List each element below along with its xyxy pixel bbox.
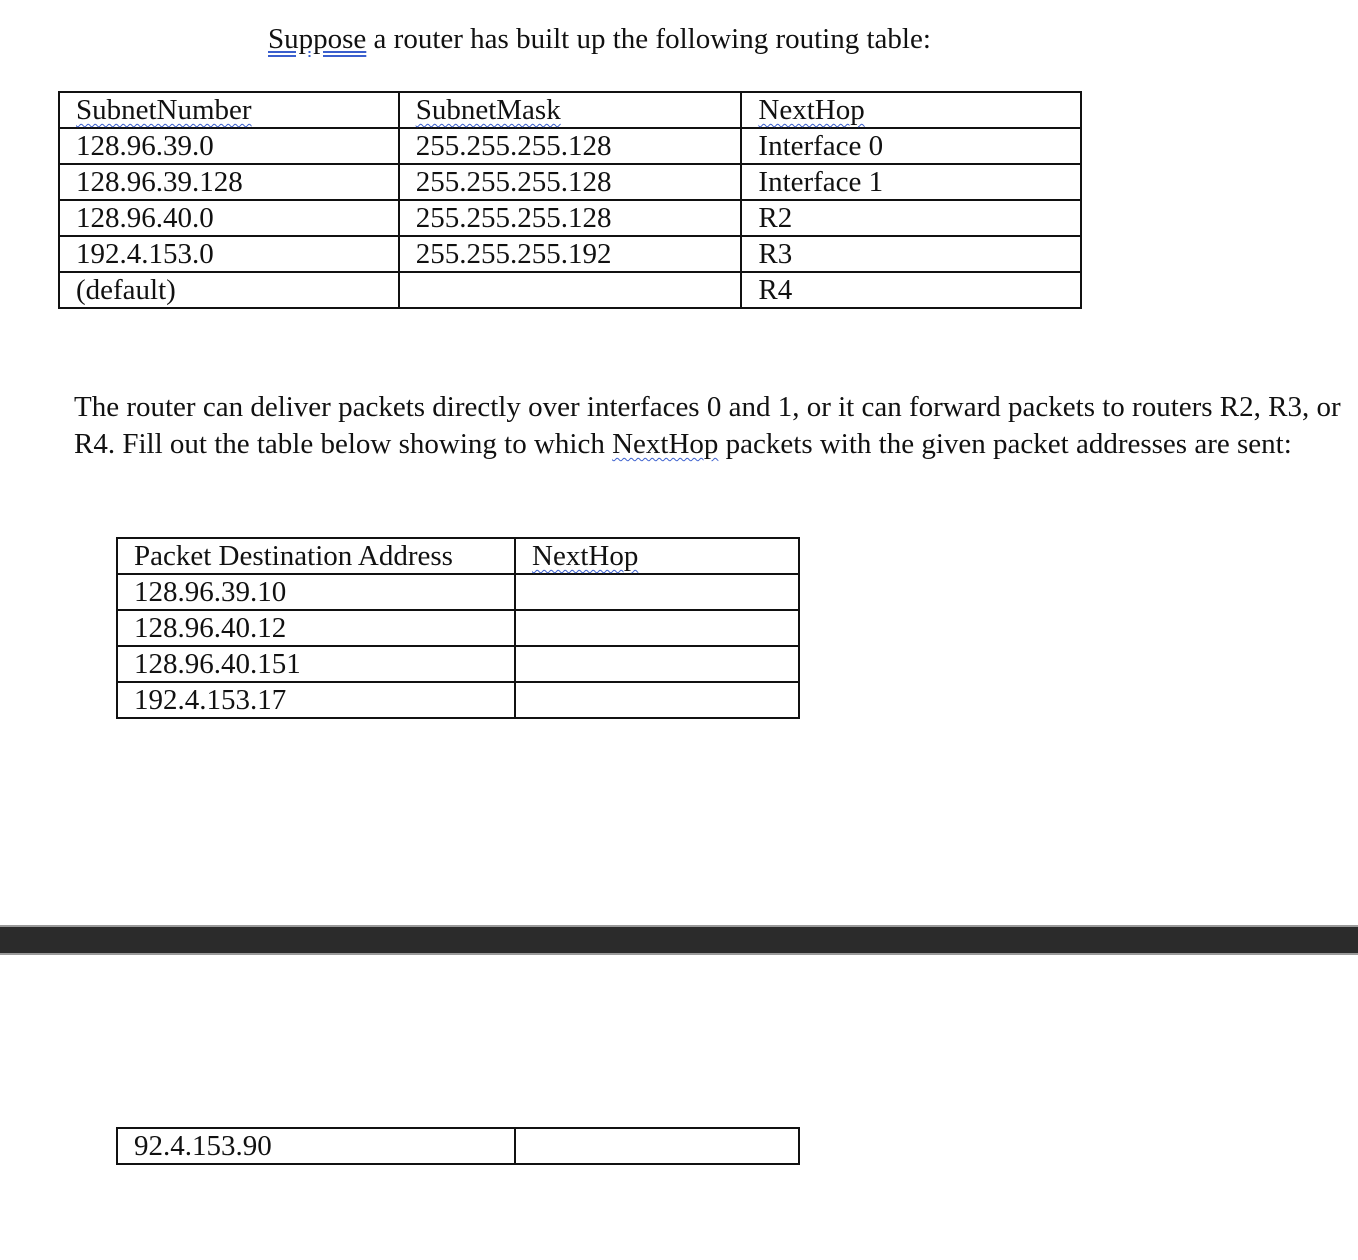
answer-cell[interactable] xyxy=(515,610,799,646)
header-subnet-mask: SubnetMask xyxy=(399,92,742,128)
table-row xyxy=(59,164,1081,200)
table-row xyxy=(117,574,799,610)
subnet-mask-cell xyxy=(399,272,742,308)
table-row xyxy=(117,610,799,646)
subnet-number-cell: 128.96.40.0 xyxy=(59,200,399,236)
next-hop-cell: R4 xyxy=(741,272,1081,308)
answer-cell[interactable] xyxy=(515,646,799,682)
subnet-mask-cell: 255.255.255.192 xyxy=(399,236,742,272)
table-row xyxy=(59,200,1081,236)
paragraph-term: NextHop xyxy=(612,428,719,460)
answer-cell[interactable] xyxy=(515,1128,799,1164)
header-packet-next-hop: NextHop xyxy=(515,538,799,574)
subnet-mask-cell: 255.255.255.128 xyxy=(399,164,742,200)
destination-address-cell: 92.4.153.90 xyxy=(117,1128,515,1164)
next-hop-cell: R2 xyxy=(741,200,1081,236)
packet-table xyxy=(116,537,800,719)
routing-table-header-row xyxy=(59,92,1081,128)
intro-first-word: Suppose xyxy=(268,23,367,55)
routing-table xyxy=(58,91,1082,309)
table-row xyxy=(117,646,799,682)
destination-address-cell: 128.96.40.12 xyxy=(117,610,515,646)
intro-rest: a router has built up the following routing table: xyxy=(366,23,931,55)
header-packet-destination: Packet Destination Address xyxy=(117,538,515,574)
next-hop-cell: Interface 0 xyxy=(741,128,1081,164)
paragraph-before: The router can deliver packets directly over interfaces 0 and 1, or it can forward packets to routers R2, R3, or R4. Fill out the table below showing to which xyxy=(74,391,1341,460)
answer-cell[interactable] xyxy=(515,682,799,718)
instructions-paragraph xyxy=(74,389,1344,463)
next-hop-cell: R3 xyxy=(741,236,1081,272)
subnet-number-cell: 192.4.153.0 xyxy=(59,236,399,272)
packet-table-continued xyxy=(116,1127,800,1165)
destination-address-cell: 128.96.39.10 xyxy=(117,574,515,610)
table-row xyxy=(59,272,1081,308)
table-row xyxy=(117,1128,799,1164)
next-hop-cell: Interface 1 xyxy=(741,164,1081,200)
intro-text xyxy=(268,20,931,58)
answer-cell[interactable] xyxy=(515,574,799,610)
subnet-mask-cell: 255.255.255.128 xyxy=(399,128,742,164)
table-row xyxy=(59,236,1081,272)
table-row xyxy=(117,682,799,718)
packet-table-header-row xyxy=(117,538,799,574)
paragraph-after: packets with the given packet addresses are sent: xyxy=(718,428,1292,460)
table-row xyxy=(59,128,1081,164)
subnet-mask-cell: 255.255.255.128 xyxy=(399,200,742,236)
page-break-bar xyxy=(0,925,1358,955)
subnet-number-cell: 128.96.39.128 xyxy=(59,164,399,200)
destination-address-cell: 192.4.153.17 xyxy=(117,682,515,718)
destination-address-cell: 128.96.40.151 xyxy=(117,646,515,682)
header-subnet-number: SubnetNumber xyxy=(59,92,399,128)
subnet-number-cell: 128.96.39.0 xyxy=(59,128,399,164)
header-next-hop: NextHop xyxy=(741,92,1081,128)
subnet-number-cell: (default) xyxy=(59,272,399,308)
